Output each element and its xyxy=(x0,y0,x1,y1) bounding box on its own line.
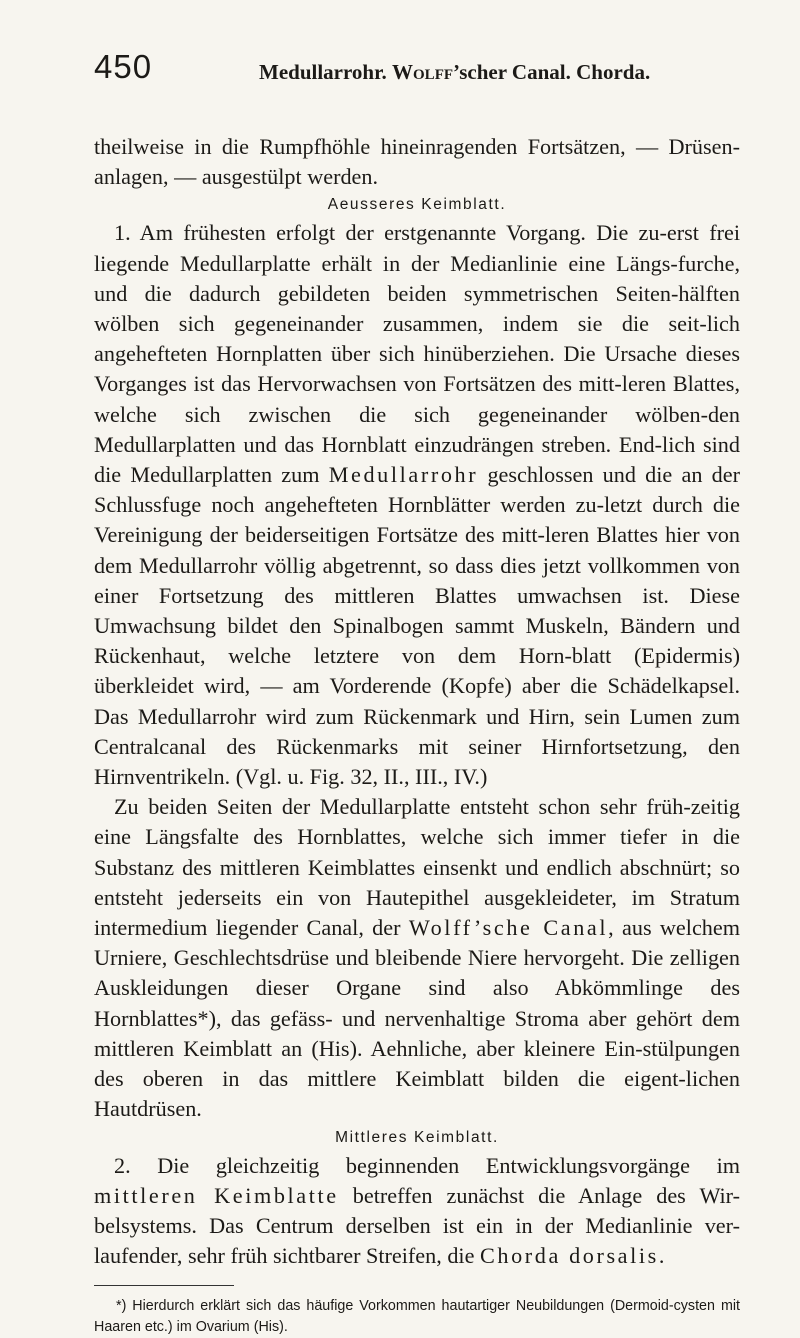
paragraph-2-text-b: , aus welchem Urniere, Geschlechtsdrüse und bleibende Niere hervorgeht. Die zelligen Auskleidungen dieser Organe sind also Abkömmlinge des Hornblattes*), das gefäss- und nervenhaltige Stroma aber gehört dem mittleren Keimblatt an (His). Aehnliche, aber kleinere Ein-stülpungen des oberen in das mittlere Keimblatt bilden die eigent-lichen Hautdrüsen. xyxy=(94,915,740,1122)
paragraph-1 xyxy=(94,218,740,792)
footnote: *) Hierdurch erklärt sich das häufige Vorkommen hautartiger Neubildungen (Dermoid-cysten mit Haaren etc.) im Ovarium (His). xyxy=(94,1298,740,1336)
paragraph-continuation: theilweise in die Rumpfhöhle hineinragenden Fortsätzen, — Drüsen-anlagen, — ausgestülpt werden. xyxy=(94,134,740,190)
body-text xyxy=(94,132,740,1271)
paragraph-3-text-a: 2. Die gleichzeitig beginnenden Entwicklungsvorgänge im xyxy=(114,1152,740,1178)
running-head-part-1: Medullarrohr. xyxy=(259,60,387,84)
section-heading-middle-germ-layer: Mittleres Keimblatt. xyxy=(335,1128,499,1146)
book-page xyxy=(94,48,740,1338)
emphasis-medullarrohr: Medullarrohr xyxy=(328,462,479,488)
paragraph-1-text-b: geschlossen und die an der Schlussfuge noch angehefteten Hornblätter werden zu-letzt durch die Vereinigung der beiderseitigen Fortsätze des mitt-leren Blattes hier von dem Medullarrohr völlig abgetrennt, so dass dies jetzt vollkommen von einer Fortsetzung des mittleren Blattes umwachsen ist. Diese Umwachsung bildet den Spinalbogen sammt Muskeln, Bändern und Rückenhaut, welche letztere von dem Horn-blatt (Epidermis) überkleidet wird, — am Vorderende (Kopfe) aber die Schädelkapsel. Das Medullarrohr wird zum Rückenmark und Hirn, sein Lumen zum Centralcanal des Rückenmarks mit seiner Hirnfortsetzung, den Hirnventrikeln. (Vgl. u. Fig. 32, II., III., IV.) xyxy=(94,462,740,790)
section-heading-outer-germ-layer: Aeusseres Keimblatt. xyxy=(327,196,507,214)
running-head-part-2: ’scher Canal. Chorda. xyxy=(453,60,651,84)
paragraph-2-text-a: Zu beiden Seiten der Medullarplatte entsteht schon sehr früh-zeitig eine Längsfalte des Hornblattes, welche sich immer tiefer in die Substanz des mittleren Keimblattes einsenkt und endlich abschnürt; so entsteht jederseits ein von Hautepithel ausgekleideter, im Stratum intermedium liegender Canal, der xyxy=(94,794,740,941)
emphasis-mittleren-keimblatte: mittleren Keimblatte xyxy=(94,1182,339,1208)
paragraph-3 xyxy=(94,1151,740,1272)
paragraph-3-text-b: betreffen zunächst die Anlage des Wir-belsystems. Das Centrum derselben ist ein in der Medianlinie ver-laufender, sehr früh sichtbarer Streifen, die xyxy=(94,1182,741,1269)
page-header xyxy=(94,48,740,92)
running-head xyxy=(259,60,650,85)
paragraph-2 xyxy=(94,792,740,1124)
page-number: 450 xyxy=(94,48,153,85)
emphasis-chorda-dorsalis: Chorda dorsalis. xyxy=(480,1243,668,1269)
running-head-name: Wolff xyxy=(392,60,454,84)
emphasis-wolffscher-canal: Wolff’sche Canal xyxy=(408,915,609,941)
paragraph-1-text-a: 1. Am frühesten erfolgt der erstgenannte Vorgang. Die zu-erst frei liegende Medullarplatte erhält in der Medianlinie eine Längs-furche, und die dadurch gebildeten beiden symmetrischen Seiten-hälften wölben sich gegeneinander zusammen, indem sie die seit-lich angehefteten Hornplatten über sich hinüberziehen. Die Ursache dieses Vorganges ist das Hervorwachsen von Fortsätzen des mitt-leren Blattes, welche sich zwischen die sich gegeneinander wölben-den Medullarplatten und das Hornblatt einzudrängen streben. End-lich sind die Medullarplatten zum xyxy=(94,220,740,488)
footnote-divider xyxy=(94,1285,234,1286)
